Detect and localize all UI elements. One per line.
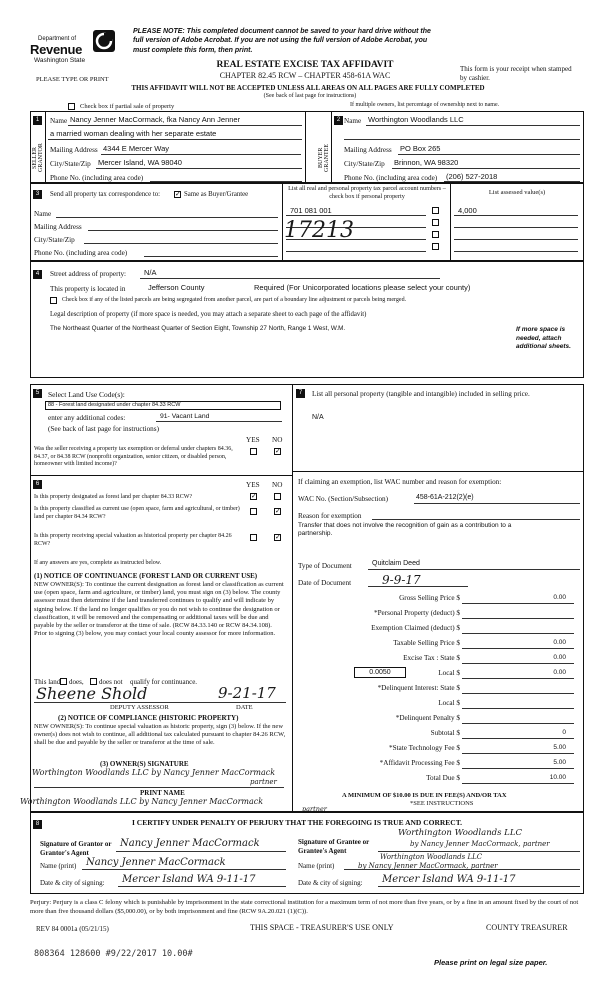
multiple-owners-note: If multiple owners, list percentage of ownership next to name. — [350, 102, 500, 108]
assessor-date-label: DATE — [236, 704, 253, 711]
exemption-deduct-label: Exemption Claimed (deduct) $ — [371, 624, 460, 632]
owner-print-name-partner: partner — [302, 805, 327, 813]
seller-city[interactable]: Mercer Island, WA 98040 — [98, 158, 182, 167]
this-land-label: This land — [34, 678, 61, 686]
logo-emblem-icon — [93, 30, 115, 52]
personal-deduct-label: *Personal Property (deduct) $ — [373, 609, 460, 617]
grantor-date-city: Mercer Island WA 9-11-17 — [122, 874, 256, 885]
gross-label: Gross Selling Price $ — [399, 594, 460, 602]
handwritten-number: 17213 — [284, 218, 354, 243]
land-use-label: Select Land Use Code(s): — [48, 390, 125, 399]
parcel-number[interactable]: 701 081 001 — [290, 206, 332, 215]
current-use-yes-checkbox[interactable] — [250, 508, 257, 515]
section-2-marker: 2 — [334, 116, 343, 125]
street-value[interactable]: N/A — [144, 268, 157, 277]
buyer-phone[interactable]: (206) 527-2018 — [446, 172, 498, 181]
local-value[interactable]: 0.00 — [553, 669, 566, 676]
form-title: REAL ESTATE EXCISE TAX AFFIDAVIT — [216, 60, 394, 70]
s3-name-label: Name — [34, 210, 52, 218]
wac-value[interactable]: 458-61A-212(2)(e) — [416, 494, 474, 501]
qualify-label: qualify for continuance. — [130, 678, 198, 686]
section-8-marker: 8 — [33, 820, 42, 829]
see-back-note: (See back of last page for instructions) — [263, 93, 357, 99]
legal-size-note: Please print on legal size paper. — [434, 958, 548, 967]
section-1-marker: 1 — [33, 116, 42, 125]
assessor-date: 9-21-17 — [218, 684, 276, 702]
doc-type-label: Type of Document — [298, 562, 352, 570]
section-7-marker: 7 — [296, 389, 305, 398]
owner-signature-partner: partner — [250, 778, 277, 786]
print-name-label: PRINT NAME — [140, 789, 185, 797]
taxable-label: Taxable Selling Price $ — [393, 639, 460, 647]
seller-name-label: Name — [50, 117, 68, 125]
warning-text: THIS AFFIDAVIT WILL NOT BE ACCEPTED UNLESS ALL AREAS ON ALL PAGES ARE FULLY COMPLETED — [131, 84, 485, 92]
buyer-city[interactable]: Brinnon, WA 98320 — [394, 158, 459, 167]
certify-text: I CERTIFY UNDER PENALTY OF PERJURY THAT THE FOREGOING IS TRUE AND CORRECT. — [132, 818, 463, 827]
buyer-phone-label: Phone No. (including area code) — [344, 174, 438, 182]
personal-property-label: List all personal property (tangible and intangible) included in selling price. — [312, 390, 530, 398]
seller-mailing-label: Mailing Address — [50, 146, 98, 154]
subtotal-label: Subtotal $ — [430, 729, 460, 737]
rev-number: REV 84 0001a (05/21/15) — [36, 925, 109, 933]
seller-phone-label: Phone No. (including area code) — [50, 174, 144, 182]
minimum-due-note: A MINIMUM OF $10.00 IS DUE IN FEE(S) AND/OR TAX — [342, 792, 507, 799]
exemption-question: Was the seller receiving a property tax exemption or deferral under chapters 84.36, 84.37, or 84.38 RCW (nonprofit organization, senior citizen, or disabled person, homeowner with limited income)? — [34, 446, 233, 467]
buyer-mailing-label: Mailing Address — [344, 146, 392, 154]
delinq-state-label: *Delinquent Interest: State $ — [377, 684, 460, 692]
tech-fee-value[interactable]: 5.00 — [553, 744, 566, 751]
taxable-value[interactable]: 0.00 — [553, 639, 566, 646]
does-label: does, — [69, 678, 84, 686]
grantee-signature-top: Worthington Woodlands LLC — [398, 828, 522, 838]
grantor-print-name: Nancy Jenner MacCormack — [86, 857, 226, 868]
notice1-title: (1) NOTICE OF CONTINUANCE (FOREST LAND OR CURRENT USE) — [34, 572, 258, 580]
delinq-local-label: Local $ — [438, 699, 460, 707]
exemption-yes-checkbox[interactable] — [250, 448, 257, 455]
grantee-sig-label: Signature of Grantee or Grantee's Agent — [298, 838, 370, 855]
doc-type-value[interactable]: Quitclaim Deed — [372, 560, 420, 567]
notice1-text: NEW OWNER(S): To continue the current designation as forest land or classification as current use (open space, farm and agriculture, or timber) land, you must sign on (3) below. The county assessor must then determine if the land transferred continues to qualify and will indicate by signing below. If the land no longer qualifies or you do not wish to continue the designation or classification, it will be removed and the compensating or additional taxes will be due and payable by the seller or transferor at the time of sale. (RCW 84.33.140 or RCW 84.34.108). Prior to signing (3) below, you may contact your local county assessor for more information. — [34, 581, 284, 638]
subtotal-value[interactable]: 0 — [562, 729, 566, 736]
section-5-marker: 5 — [33, 389, 42, 398]
q-historic: Is this property receiving special valuation as historical property per chapter 84.26 RCW? — [34, 533, 232, 547]
grantor-date-label: Date & city of signing: — [40, 879, 105, 887]
reason-value[interactable]: Transfer that does not involve the recognition of gain as a contribution to a partnership. — [298, 522, 512, 537]
doc-date-value[interactable]: 9-9-17 — [382, 573, 421, 587]
seller-name-cont[interactable]: a married woman dealing with her separate estate — [50, 129, 217, 138]
perjury-text: Perjury: Perjury is a class C felony which is punishable by imprisonment in the state correctional institution for a maximum term of not more than five years, or by a fine in an amount fixed by the court of not more than five thousand dollars ($5,000.00), or by both imprisonment and fine (RCW 9A.20.021 (1)(C)). — [30, 899, 579, 915]
notice2-title: (2) NOTICE OF COMPLIANCE (HISTORIC PROPERTY) — [58, 714, 239, 722]
logo-line1: Department of — [38, 36, 77, 42]
grantee-signature: by Nancy Jenner MacCormack, partner — [410, 840, 550, 848]
forest-no-checkbox[interactable] — [274, 493, 281, 500]
form-chapter: CHAPTER 82.45 RCW – CHAPTER 458-61A WAC — [219, 71, 391, 80]
processing-fee-label: *Affidavit Processing Fee $ — [379, 759, 460, 767]
section-4-marker: 4 — [33, 270, 42, 279]
additional-codes-label: enter any additional codes: — [48, 414, 126, 422]
assessor-signature: Sheene Shold — [36, 684, 148, 703]
seller-mailing[interactable]: 4344 E Mercer Way — [103, 144, 169, 153]
segregated-label: Check box if any of the listed parcels are being segregated from another parcel, are part of a boundary line adjustment or parcels being merged. — [62, 297, 407, 303]
receipt-note: This form is your receipt when stamped by cashier. — [460, 65, 572, 82]
s3-phone-label: Phone No. (including area code) — [34, 249, 128, 257]
historic-no-checkbox[interactable]: ✓ — [275, 533, 281, 541]
reason-label: Reason for exemption — [298, 512, 362, 520]
wac-label: WAC No. (Section/Subsection) — [298, 495, 389, 503]
historic-yes-checkbox[interactable] — [250, 534, 257, 541]
s5-yes-label: YES — [246, 436, 260, 444]
s6-yes-label: YES — [246, 481, 260, 489]
forest-yes-checkbox[interactable]: ✓ — [251, 492, 257, 500]
seller-name[interactable]: Nancy Jenner MacCormack, fka Nancy Ann Jenner — [70, 115, 241, 124]
processing-fee-value[interactable]: 5.00 — [553, 759, 566, 766]
street-label: Street address of property: — [50, 270, 127, 278]
excise-state-value[interactable]: 0.00 — [553, 654, 566, 661]
section-3-marker: 3 — [33, 190, 42, 199]
excise-state-label: Excise Tax : State $ — [403, 654, 460, 662]
parcel-personal-checkbox-1[interactable] — [432, 207, 439, 214]
deputy-assessor-label: DEPUTY ASSESSOR — [110, 704, 169, 711]
delinq-penalty-label: *Delinquent Penalty $ — [395, 714, 460, 722]
assessed-header: List assessed value(s) — [488, 189, 546, 196]
does-not-label: does not — [99, 678, 123, 686]
logo-line2: Revenue — [30, 42, 83, 57]
grantee-date-city: Mercer Island WA 9-11-17 — [382, 874, 516, 885]
type-print-note: PLEASE TYPE OR PRINT — [36, 76, 109, 83]
required-note: Required (For Unicorporated locations please select your county) — [254, 283, 471, 292]
doc-date-label: Date of Document — [298, 579, 352, 587]
s5-see-back: (See back of last page for instructions) — [48, 425, 159, 433]
correspondence-label: Send all property tax correspondence to: — [50, 191, 161, 198]
county-value[interactable]: Jefferson County — [148, 283, 205, 292]
q-current-use: Is this property classified as current use (open space, farm and agricultural, or timber) land per chapter 84.34 RCW? — [34, 506, 240, 520]
located-label: This property is located in — [50, 285, 126, 293]
s5-no-label: NO — [272, 436, 283, 444]
owner-sig-title: (3) OWNER(S) SIGNATURE — [100, 760, 189, 768]
current-use-no-checkbox[interactable]: ✓ — [275, 507, 281, 515]
parcel-personal-checkbox-2[interactable] — [432, 219, 439, 226]
same-as-grantee-label: Same as Buyer/Grantee — [184, 191, 249, 198]
grantee-print-top: Worthington Woodlands LLC — [380, 853, 483, 861]
legal-label: Legal description of property (if more space is needed, you may attach a separate sheet to each page of the affidavit) — [50, 311, 367, 318]
wac-claim-label: If claiming an exemption, list WAC number and reason for exemption: — [298, 478, 502, 486]
additional-codes[interactable]: 91- Vacant Land — [160, 413, 210, 420]
local-label: Local $ — [438, 669, 460, 677]
owner-print-name: Worthington Woodlands LLC by Nancy Jenner MacCormack — [20, 797, 264, 806]
s3-mailing-label: Mailing Address — [34, 223, 82, 231]
any-answers-note: If any answers are yes, complete as instructed below. — [34, 560, 162, 566]
land-use-code[interactable]: 88 - Forest land designated under chapter 84.33 RCW — [45, 401, 281, 410]
parcel-header: List all real and personal property tax parcel account numbers – check box if personal property — [288, 185, 446, 200]
total-due-label: Total Due $ — [426, 774, 460, 782]
buyer-mailing[interactable]: PO Box 265 — [400, 144, 441, 153]
see-instructions-note: *SEE INSTRUCTIONS — [410, 800, 474, 807]
same-as-grantee-checkbox[interactable]: ✓ — [175, 190, 181, 198]
partial-sale-checkbox[interactable] — [68, 103, 75, 110]
owner-signature: Worthington Woodlands LLC by Nancy Jenner MacCormack — [32, 768, 276, 777]
grantee-print-name: by Nancy Jenner MacCormack, partner — [358, 862, 498, 870]
buyer-city-label: City/State/Zip — [344, 160, 385, 168]
grantee-date-label: Date & city of signing: — [298, 879, 363, 887]
legal-description[interactable]: The Northeast Quarter of the Northeast Quarter of Section Eight, Township 27 North, Range 1 West, W.M. — [50, 325, 346, 332]
acrobat-notice: PLEASE NOTE: This completed document cannot be saved to your hard drive without the full version of Adobe Acrobat. If you are not using the full version of Adobe Acrobat, you must complete this form, then print. — [133, 28, 431, 54]
grantor-signature: Nancy Jenner MacCormack — [120, 838, 260, 849]
partial-sale-label: Check box if partial sale of property — [80, 103, 175, 110]
county-treasurer: COUNTY TREASURER — [486, 923, 568, 932]
local-rate[interactable]: 0.0050 — [354, 667, 406, 678]
tech-fee-label: *State Technology Fee $ — [388, 744, 460, 752]
exemption-no-checkbox[interactable]: ✓ — [275, 447, 281, 455]
parcel-personal-checkbox-3[interactable] — [432, 231, 439, 238]
grantor-sig-label: Signature of Grantor or Grantor's Agent — [40, 840, 112, 857]
assessed-value[interactable]: 4,000 — [458, 206, 477, 215]
parcel-personal-checkbox-4[interactable] — [432, 243, 439, 250]
s3-city-label: City/State/Zip — [34, 236, 75, 244]
revenue-logo — [30, 26, 120, 68]
gross-value[interactable]: 0.00 — [553, 594, 566, 601]
more-space-note: If more space is needed, attach additional sheets. — [516, 326, 571, 350]
buyer-name[interactable]: Worthington Woodlands LLC — [368, 115, 464, 124]
grantee-name-label: Name (print) — [298, 862, 335, 870]
segregated-checkbox[interactable] — [50, 297, 57, 304]
buyer-name-label: Name — [344, 117, 362, 125]
q-forest-land: Is this property designated as forest land per chapter 84.33 RCW? — [34, 494, 193, 500]
buyer-side-label: BUYER GRANTEE — [318, 144, 330, 172]
grantor-name-label: Name (print) — [40, 862, 77, 870]
notice2-text: NEW OWNER(S): To continue special valuation as historic property, sign (3) below. If the new owner(s) does not wish to continue, all additional tax calculated pursuant to chapter 84.26 RCW, shall be due and payable by the seller or transferor at the time of sale. — [34, 723, 286, 747]
section-6-marker: 6 — [33, 480, 42, 489]
s6-no-label: NO — [272, 481, 283, 489]
seller-side-label: SELLER GRANTOR — [32, 143, 44, 173]
seller-city-label: City/State/Zip — [50, 160, 91, 168]
treasurer-space: THIS SPACE - TREASURER'S USE ONLY — [250, 923, 394, 932]
logo-line3: Washington State — [34, 57, 86, 64]
total-due-value[interactable]: 10.00 — [549, 774, 566, 781]
recording-stamp: 808364 128600 #9/22/2017 10.00# — [34, 949, 193, 959]
personal-property-value[interactable]: N/A — [312, 414, 324, 421]
